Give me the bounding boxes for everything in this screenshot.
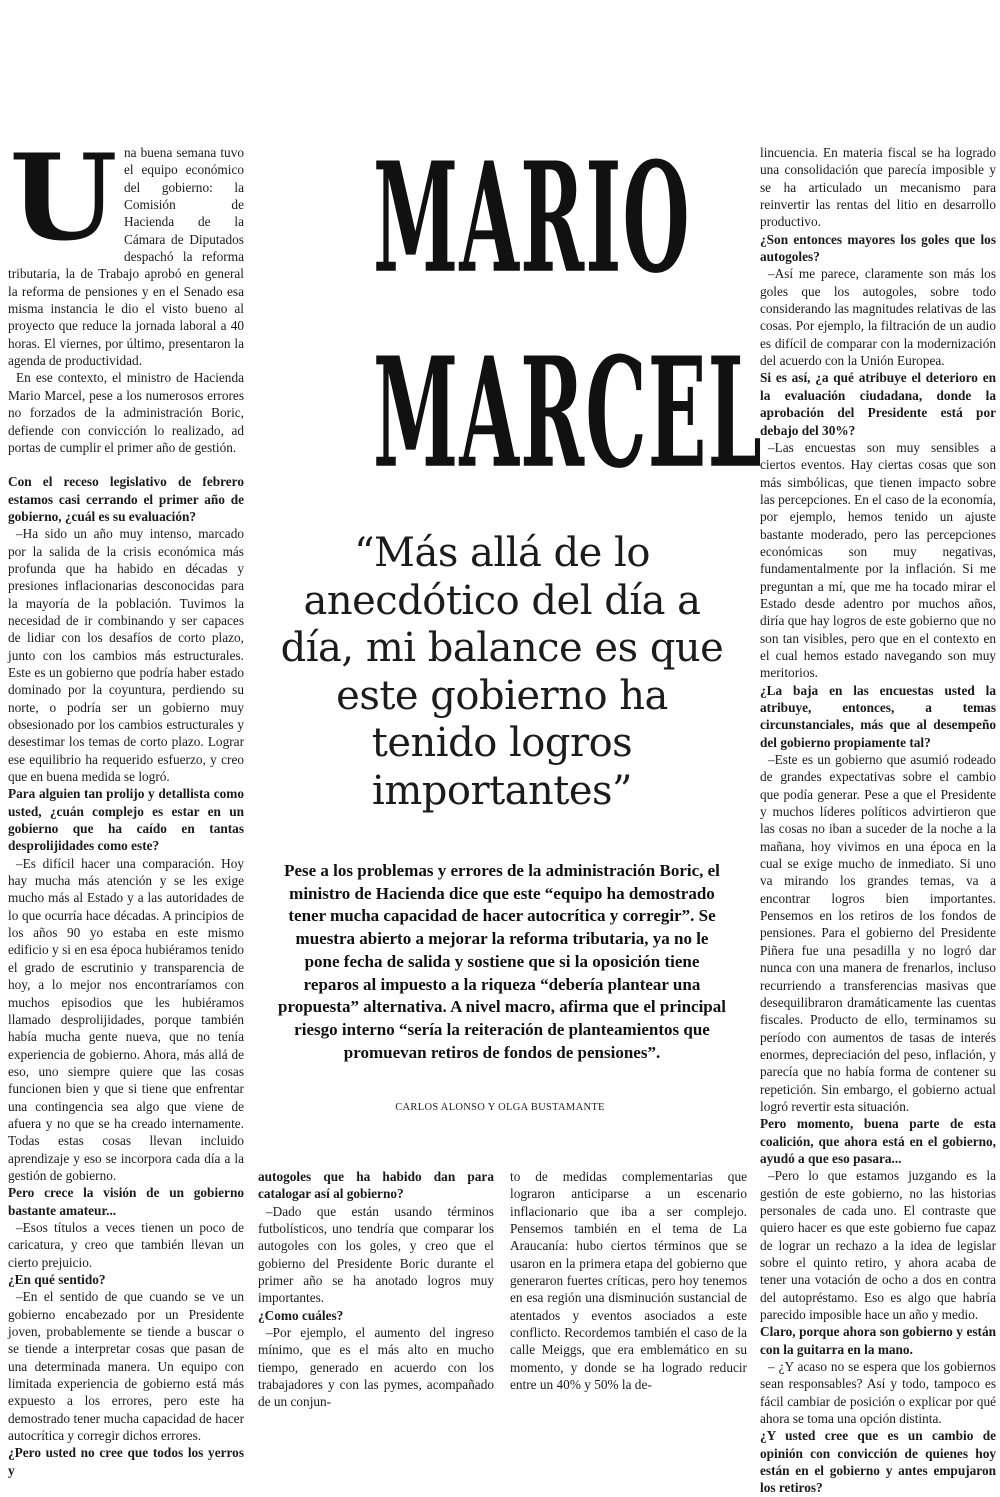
interview-question: ¿Pero usted no cree que todos los yerros y	[8, 1445, 244, 1478]
interview-answer: –Ha sido un año muy intenso, marcado por la salida de la crisis económica más profunda que ha habido en décadas y presiones inflacionarias desconocidas para la mayoría de la población. Tuvimos la necesidad de ir combinando y ser capaces de lidiar con los desafíos de corto plazo, junto con los cambios más estructurales. Este es un gobierno que podría haber estado dominado por la coyuntura, perdiendo su norte, o podría ser un gobierno muy obsesionado por los cambios estructurales y desestimar los temas de corto plazo. Lograr ese equilibrio ha requerido esfuerzo, y creo que en buena medida se logró.	[8, 526, 244, 785]
interview-question: ¿Como cuáles?	[258, 1307, 344, 1323]
headline-line-1: MARIO	[373, 130, 691, 308]
interview-answer: –Dado que están usando términos futbolísticos, uno tendría que comparar los autogoles con los goles, y creo que el gobierno del Presidente Boric durante el primer año se ha anotado logros muy importantes.	[258, 1203, 494, 1306]
interview-question: Claro, porque ahora son gobierno y están con la guitarra en la mano.	[760, 1324, 996, 1357]
interview-answer: –Las encuestas son muy sensibles a ciertos eventos. Hay ciertas cosas que son más simbólicas, que tienen impacto sobre las percepciones. En el caso de la economía, por ejemplo, hemos tenido un ajuste bastante moderado, pero las percepciones económicas son muy negativas, fundamentalmente por la inflación. Si me preguntan a mí, que me ha tocado mirar el Estado desde adentro por muchos años, diría que hay logros de este gobierno que no son tan visibles, pero que en el contexto en el cual hemos estado navegando son muy meritorios.	[760, 439, 996, 681]
headline-line-2: MARCEL	[373, 325, 763, 503]
article-column-2	[258, 1168, 494, 1411]
article-column-4	[760, 144, 996, 1497]
interview-question: ¿Y usted cree que es un cambio de opinión con convicción de quienes hoy están en el gobierno y antes empujaron los retiros?	[760, 1428, 996, 1496]
interview-answer: – ¿Y acaso no se espera que los gobiernos sean responsables? Así y todo, tampoco es fácil cambiar de posición o explicar por qué ahora se toma una opción distinta.	[760, 1359, 996, 1427]
interview-answer: –Es difícil hacer una comparación. Hoy hay mucha más atención y se les exige mucho más al Estado y a las autoridades de lo que ocurría hace décadas. A principios de los años 90 yo estaba en este mismo edificio y si en esa época hubiéramos tenido el grado de escrutinio y transparencia de hoy, a lo mejor nos encontraríamos con muchos episodios que les hubiéramos llamado desprolijidades, porque también había mucha gente nueva, que no tenía experiencia de gobierno. Ahora, más allá de eso, uno siempre quiere que las cosas funcionen bien y que si tiene que enfrentar una contingencia sea algo que viene de afuera y no que se ha creado internamente. Todas estas cosas llevan incluido aprendizaje y eso se incorpora cada día a la gestión de gobierno.	[8, 855, 244, 1183]
interview-question: ¿En qué sentido?	[8, 1272, 106, 1287]
interview-question: Si es así, ¿a qué atribuye el deterioro en la evaluación ciudadana, donde la aprobación del Presidente está por debajo del 30%?	[760, 370, 996, 438]
interview-question: Para alguien tan prolijo y detallista como usted, ¿cuán complejo es estar en un gobierno que ha caído en tantas desprolijidades como este?	[8, 786, 244, 854]
article-column-1	[8, 128, 244, 1479]
interview-answer: –Este es un gobierno que asumió rodeado de grandes expectativas sobre el cambio que podía generar. Pese a que el Presidente y muchos líderes políticos advirtieron que las cosas no iban a suceder de la noche a la mañana, hoy vivimos en una época en la cual se exige mucho de inmediato. Si uno va mirando los grandes temas, va a encontrar logros bien importantes. Pensemos en los retiros de los fondos de pensiones. Para el gobierno del Presidente Piñera fue una pesadilla y no logró dar nunca con una manera de frenarlos, incluso recurriendo a transferencias masivas que desequilibraron dramáticamente las cuentas fiscales. Producto de ello, terminamos su período con aumentos de tasas de interés enormes, depreciación del peso, inflación, y parecía que no había forma de contener su repetición. Sin embargo, el gobierno actual logró revertir esta situación.	[760, 752, 996, 1114]
byline: CARLOS ALONSO Y OLGA BUSTAMANTE	[395, 1102, 605, 1113]
lead-paragraph: na buena semana tuvo el equipo económico del gobierno: la Comisión de Hacienda de la Cámara de Diputados despachó la reforma tributaria, la de Trabajo aprobó en general la reforma de pensiones y en el Senado esa misma instancia le dio el visto bueno al proyecto que reduce la jornada laboral a 40 horas. El viernes, por último, presentaron la agenda de productividad.	[8, 145, 244, 369]
interview-answer: –Pero lo que estamos juzgando es la gestión de este gobierno, no las historias personales de cada uno. El contraste que quiero hacer es que este gobierno fue capaz de lograr un rechazo a la idea de legislar sobre el quinto retiro, y ahora acaba de tener una votación de ocho a dos en contra del autopréstamo. Eso es algo que habría parecido imposible hace un año y medio.	[760, 1168, 996, 1323]
interview-answer: –Así me parece, claramente son más los goles que los autogoles, sobre todo considerando las magnitudes relativas de las cosas. Por ejemplo, la filtración de un audio es difícil de comparar con la modernización del acuerdo con la Unión Europea.	[760, 266, 996, 369]
interview-question: Con el receso legislativo de febrero estamos casi cerrando el primer año de gobierno, ¿cuál es su evaluación?	[8, 474, 244, 524]
headline	[286, 128, 763, 518]
dropcap: U	[8, 128, 118, 267]
interview-question: Pero momento, buena parte de esta coalición, que ahora está en el gobierno, ayudó a que eso pasara...	[760, 1116, 996, 1166]
interview-answer: lincuencia. En materia fiscal se ha logrado una consolidación que parecía imposible y se ha articulado un mecanismo para reinvertir las rentas del litio en desarrollo productivo.	[760, 145, 996, 230]
interview-answer: –Esos títulos a veces tienen un poco de caricatura, y creo que también llevan un cierto prejuicio.	[8, 1219, 244, 1270]
interview-question: ¿Son entonces mayores los goles que los autogoles?	[760, 231, 996, 265]
interview-answer: –Por ejemplo, el aumento del ingreso mínimo, que es el más alto en mucho tiempo, generado en acuerdo con los trabajadores y con las pymes, acompañado de un conjun-	[258, 1325, 494, 1410]
interview-answer: –En el sentido de que cuando se ve un gobierno encabezado por un Presidente joven, probablemente se tiende a buscar o se tiende a interpretar cosas que pasan de una determinada manera. Un equipo con limitada experiencia de gobierno está más expuesto a los errores, pero este ha demostrado tener mucha capacidad de hacer autocrítica y corregir dichos errores.	[8, 1289, 244, 1444]
interview-question: autogoles que ha habido dan para catalogar así al gobierno?	[258, 1169, 494, 1202]
pull-quote: “Más allá de lo anecdótico del día a día, mi balance es que este gobierno ha tenido logros importantes”	[280, 530, 724, 814]
article-column-3	[510, 1168, 747, 1393]
standfirst: Pese a los problemas y errores de la administración Boric, el ministro de Hacienda dice que este “equipo ha demostrado tener mucha capacidad de hacer autocrítica y corregir”. Se muestra abierto a mejorar la reforma tributaria, ya no le pone fecha de salida y sostiene que si la oposición tiene reparos al impuesto a la riqueza “debería plantear una propuesta” alternativa. A nivel macro, afirma que el principal riesgo interno “sería la reiteración de planteamientos que promuevan retiros de fondos de pensiones”.	[278, 861, 726, 1062]
interview-question: Pero crece la visión de un gobierno bastante amateur...	[8, 1185, 244, 1218]
paragraph: En ese contexto, el ministro de Hacienda Mario Marcel, pese a los numerosos errores no forzados de la administración Boric, defiende con convicción lo realizado, ad portas de cumplir el primer año de gestión.	[8, 370, 244, 455]
interview-answer: to de medidas complementarias que lograron anticiparse a un escenario inflacionario que iba a ser complejo. Pensemos también en el tema de La Araucanía: hubo ciertos términos que se usaron en la primera etapa del gobierno que generaron fuertes críticas, pero hoy tenemos en esa región una disminución sustancial de atentados y eventos asociados a este conflicto. Recordemos también el caso de la calle Meiggs, que era emblemático en su momento, y donde se ha logrado reducir entre un 40% y 50% la de-	[510, 1169, 747, 1393]
interview-question: ¿La baja en las encuestas usted la atribuye, entonces, a temas circunstanciales, más que al desempeño del gobierno propiamente tal?	[760, 682, 996, 750]
